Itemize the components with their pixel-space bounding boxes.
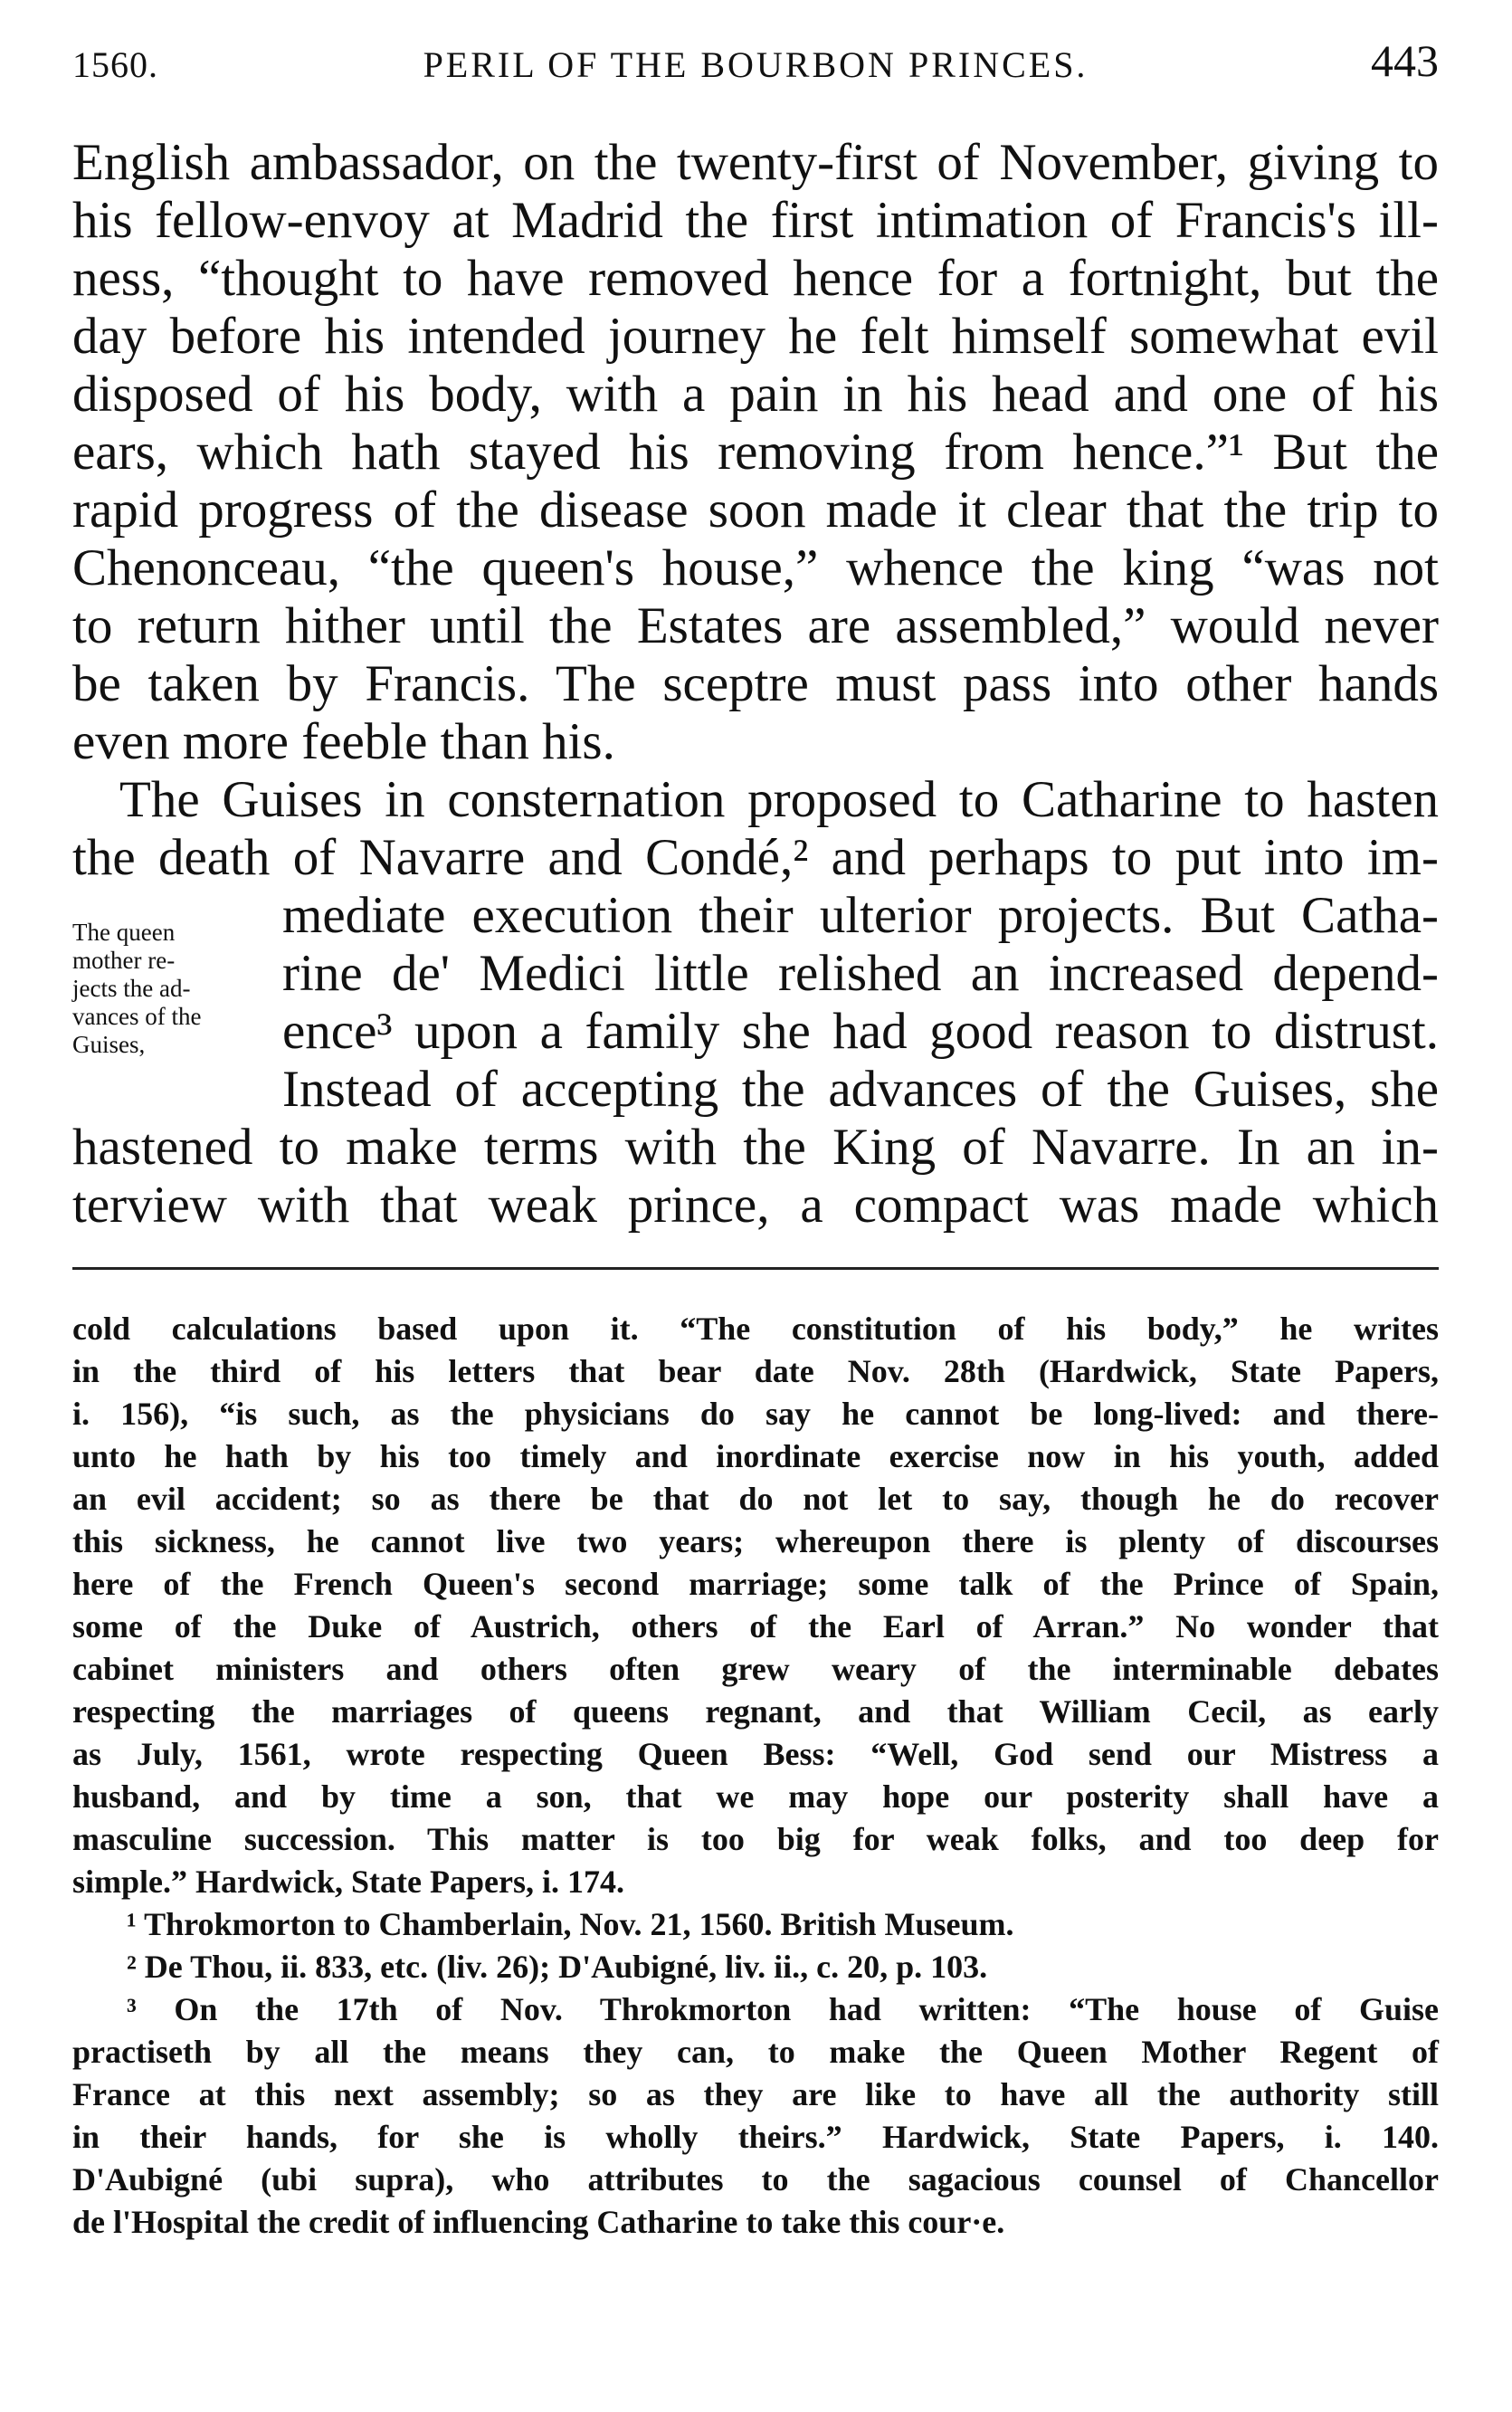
footnote-line: this sickness, he cannot live two years; whereupon there is plenty of discourses (72, 1523, 1439, 1559)
header-year: 1560. (72, 44, 158, 85)
body-line: his fellow-envoy at Madrid the first intimation of Francis's ill- (72, 192, 1439, 249)
footnote-line: in the third of his letters that bear date Nov. 28th (Hardwick, State Papers, (72, 1353, 1439, 1389)
footnote-line: de l'Hospital the credit of influencing Catharine to take this cour·e. (72, 2204, 1005, 2240)
footnote-1: ¹ Throkmorton to Chamberlain, Nov. 21, 1560. British Museum. (127, 1906, 1014, 1942)
footnote-line: masculine succession. This matter is too big for weak folks, and too deep for (72, 1821, 1439, 1857)
footnote-line: an evil accident; so as there be that do not let to say, though he do recover (72, 1481, 1439, 1517)
footnotes (72, 1308, 1439, 2244)
body-line: be taken by Francis. The sceptre must pass into other hands (72, 655, 1439, 712)
body-text (72, 134, 1439, 1235)
body-line: ence³ upon a family she had good reason to distrust. (282, 1003, 1439, 1060)
footnote-line: as July, 1561, wrote respecting Queen Bess: “Well, God send our Mistress a (72, 1736, 1439, 1772)
body-line: ears, which hath stayed his removing from hence.”¹ But the (72, 424, 1439, 481)
body-line: Instead of accepting the advances of the Guises, she (282, 1061, 1439, 1118)
body-line: Chenonceau, “the queen's house,” whence the king “was not (72, 539, 1439, 596)
footnote-line: practiseth by all the means they can, to make the Queen Mother Regent of (72, 2034, 1439, 2070)
footnote-line: unto he hath by his too timely and inordinate exercise now in his youth, added (72, 1438, 1439, 1474)
body-line: the death of Navarre and Condé,² and perhaps to put into im- (72, 829, 1439, 886)
body-line: ness, “thought to have removed hence for a fortnight, but the (72, 250, 1439, 307)
footnote-line: here of the French Queen's second marriage; some talk of the Prince of Spain, (72, 1566, 1439, 1602)
marginal-note-line: The queen (72, 919, 176, 946)
running-title: PERIL OF THE BOURBON PRINCES. (423, 44, 1089, 85)
marginal-note-line: vances of the (72, 1003, 202, 1030)
body-line: The Guises in consternation proposed to Catharine to hasten (119, 771, 1439, 828)
marginal-note-line: mother re- (72, 947, 176, 974)
running-header (72, 34, 1439, 89)
footnote-line: husband, and by time a son, that we may hope our posterity shall have a (72, 1778, 1439, 1815)
body-line: day before his intended journey he felt himself somewhat evil (72, 308, 1439, 365)
body-line: disposed of his body, with a pain in his head and one of his (72, 366, 1439, 423)
body-line: to return hither until the Estates are assembled,” would never (72, 597, 1439, 654)
footnote-line: i. 156), “is such, as the physicians do say he cannot be long-lived: and there- (72, 1396, 1439, 1432)
body-line: rapid progress of the disease soon made it clear that the trip to (72, 481, 1439, 539)
body-line: rine de' Medici little relished an increased depend- (282, 945, 1439, 1002)
marginal-note-line: Guises, (72, 1031, 146, 1058)
page-number: 443 (1371, 35, 1439, 86)
footnote-line: simple.” Hardwick, State Papers, i. 174. (72, 1864, 624, 1900)
footnote-line: some of the Duke of Austrich, others of the Earl of Arran.” No wonder that (72, 1608, 1439, 1645)
footnote-3: ³ On the 17th of Nov. Throkmorton had written: “The house of Guise (127, 1991, 1439, 2027)
body-line: English ambassador, on the twenty-first of November, giving to (72, 134, 1439, 191)
footnote-line: respecting the marriages of queens regnant, and that William Cecil, as early (72, 1693, 1439, 1730)
footnote-line: in their hands, for she is wholly theirs.” Hardwick, State Papers, i. 140. (72, 2119, 1439, 2155)
footnote-line: D'Aubigné (ubi supra), who attributes to the sagacious counsel of Chancellor (72, 2161, 1439, 2197)
body-line: hastened to make terms with the King of Navarre. In an in- (72, 1119, 1439, 1176)
marginal-note (72, 919, 276, 1059)
body-line: mediate execution their ulterior projects. But Catha- (282, 887, 1439, 944)
footnote-rule (72, 1267, 1439, 1270)
body-line: even more feeble than his. (72, 713, 615, 770)
footnote-2: ² De Thou, ii. 833, etc. (liv. 26); D'Aubigné, liv. ii., c. 20, p. 103. (127, 1949, 988, 1985)
footnote-line: cold calculations based upon it. “The constitution of his body,” he writes (72, 1311, 1439, 1347)
footnote-line: France at this next assembly; so as they are like to have all the authority still (72, 2076, 1439, 2112)
footnote-line: cabinet ministers and others often grew weary of the interminable debates (72, 1651, 1439, 1687)
marginal-note-line: jects the ad- (72, 975, 191, 1002)
body-line: terview with that weak prince, a compact was made which (72, 1177, 1439, 1234)
